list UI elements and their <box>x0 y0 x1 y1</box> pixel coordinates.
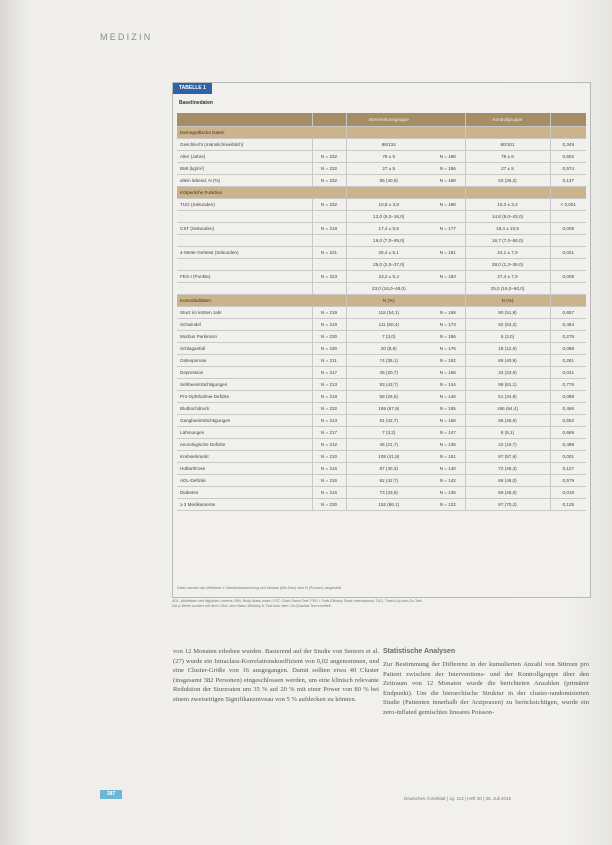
table-cell: BMI (kg/m²) <box>177 163 312 175</box>
section-spacer <box>550 127 586 139</box>
table-cell: N = 165 <box>431 403 465 415</box>
table-cell: neurologische Defizite <box>177 439 312 451</box>
table-cell: 66 (46,0) <box>465 475 550 487</box>
table-row <box>177 199 586 211</box>
table-cell: N = 186 <box>431 331 465 343</box>
table-cell: Sehbeeinträchtigungen <box>177 379 312 391</box>
table-row <box>177 403 586 415</box>
table-cell <box>550 259 586 271</box>
table-cell: 19,4 ± 10,5 <box>465 223 550 235</box>
table-cell: 65 (40,9) <box>465 355 550 367</box>
table-cell: N = 136 <box>431 487 465 499</box>
table-cell: 68 (45,6) <box>465 415 550 427</box>
table-cell: N = 217 <box>312 427 346 439</box>
table-cell: 59 (46,0) <box>465 487 550 499</box>
table-cell: N = 146 <box>431 391 465 403</box>
section-unit-cell <box>465 127 550 139</box>
table-cell: Sturz im letzten Jahr <box>177 307 312 319</box>
table-cell: 18 (12,6) <box>465 343 550 355</box>
table-cell: 7 (3,2) <box>346 427 431 439</box>
column-header <box>550 113 586 127</box>
table-row <box>177 319 586 331</box>
table-cell: 10,3 ± 3,4 <box>465 199 550 211</box>
table-cell: 51 (34,9) <box>465 391 550 403</box>
table-cell: 63 (36,2) <box>465 175 550 187</box>
table-cell <box>550 283 586 295</box>
table-cell: 25,4 ± 5,1 <box>346 247 431 259</box>
table-cell: 152 (66,1) <box>346 499 431 511</box>
table-cell: 0,484 <box>550 319 586 331</box>
section-label-cell: Körperliche Funktion <box>177 187 346 199</box>
table-cell: 46 (21,7) <box>346 439 431 451</box>
table-cell: 0,466 <box>550 403 586 415</box>
table-cell: 0,776 <box>550 379 586 391</box>
table-cell: 23,2 ± 5,4 <box>346 271 431 283</box>
table-cell: N = 230 <box>312 343 346 355</box>
table-cell: 87 (70,2) <box>465 499 550 511</box>
table-note: Daten werden als Mittelwert ± Standardabweichung und Median (Min-Max) oder N (Prozent) dargestellt. <box>177 586 343 590</box>
table-cell: N = 186 <box>431 199 465 211</box>
table-cell: 0,018 <box>550 487 586 499</box>
table-cell: 166 (64,4) <box>465 403 550 415</box>
table-cell: 24,1 ± 7,9 <box>465 247 550 259</box>
section-label: MEDIZIN <box>100 32 153 42</box>
table-cell: 58 (26,6) <box>346 391 431 403</box>
table-row <box>177 475 586 487</box>
table-cell: N = 151 <box>431 451 465 463</box>
table-row <box>177 415 586 427</box>
table-row <box>177 367 586 379</box>
table-cell: Depression <box>177 367 312 379</box>
column-header <box>431 113 465 127</box>
table-cell <box>312 283 346 295</box>
table-cell: 118 (54,1) <box>346 307 431 319</box>
table-cell: 27 ± 5 <box>465 163 550 175</box>
section-heading: Statistische Analysen <box>383 648 456 655</box>
table-cell: 4-Meter-Gehtest (Sekunden) <box>177 247 312 259</box>
table-cell: 20 (8,9) <box>346 343 431 355</box>
table-row <box>177 463 586 475</box>
table-cell <box>431 139 465 151</box>
section-spacer <box>550 187 586 199</box>
table-cell: 78 ± 6 <box>465 151 550 163</box>
section-spacer <box>431 295 465 307</box>
table-cell: N = 156 <box>431 415 465 427</box>
section-label-cell: Komorbiditäten <box>177 295 346 307</box>
table-cell: N = 213 <box>312 415 346 427</box>
table-cell: N = 219 <box>312 319 346 331</box>
table-cell: N = 177 <box>431 223 465 235</box>
table-cell: 0,008 <box>550 271 586 283</box>
table-cell <box>177 259 312 271</box>
table-row <box>177 211 586 223</box>
table-cell: N = 219 <box>312 307 346 319</box>
table-cell: N = 165 <box>431 367 465 379</box>
table-title: TABELLE 1 <box>173 83 212 94</box>
table-cell: 105 (41,9) <box>346 451 431 463</box>
table-cell: 0,137 <box>550 175 586 187</box>
section-unit-cell <box>465 187 550 199</box>
table-cell: N = 142 <box>431 475 465 487</box>
table-cell: 23,0 (16,0–48,0) <box>346 283 431 295</box>
table-cell: Diabetes <box>177 487 312 499</box>
table-row <box>177 247 586 259</box>
table-cell: 0,127 <box>550 463 586 475</box>
table-cell: 92 (53,2) <box>465 319 550 331</box>
table-cell: N = 211 <box>312 355 346 367</box>
table-cell: N = 232 <box>312 199 346 211</box>
table-cell: Krebserkrankt <box>177 451 312 463</box>
table-cell: 27,4 ± 7,9 <box>465 271 550 283</box>
table-cell <box>177 283 312 295</box>
table-cell: 80/101 <box>465 139 550 151</box>
table-cell: N = 122 <box>431 499 465 511</box>
table-cell: Alter (Jahre) <box>177 151 312 163</box>
table-cell: 0,579 <box>550 475 586 487</box>
table-cell <box>431 283 465 295</box>
table-cell: 25,0 (2,0–37,0) <box>346 259 431 271</box>
table-cell: Geschlecht (männlich/weiblich) <box>177 139 312 151</box>
table-cell: N = 144 <box>431 379 465 391</box>
table-cell: 28,0 (1,3–39,0) <box>465 259 550 271</box>
table-row <box>177 175 586 187</box>
table-cell <box>550 211 586 223</box>
table-cell: 0,261 <box>550 355 586 367</box>
table-cell: Morbus Parkinson <box>177 331 312 343</box>
body-text-left: von 12 Monaten erhoben wurden. Basierend auf der Studie von Seniors et al. (27) wurde ein Intraclass-Korrelationskoeffizient von 0,02 angenommen, und eine Cluster-Größe von 16 ausgegangen. Damit sollten etwa 40 Cluster (insgesamt 382 Personen) eingeschlossen werden, um eine klinisch relevante Reduktion der Sturzraten um 35 % auf 20 % mit einer Power von 80 % bei einem zweiseitigen Signifikanzniveau von 5 % aufdecken zu können. <box>173 648 379 703</box>
table-cell: Hüftarthrose <box>177 463 312 475</box>
table-cell <box>312 235 346 247</box>
table-cell: N = 210 <box>312 451 346 463</box>
table-cell: N = 140 <box>431 463 465 475</box>
table-cell: CST (Sekunden) <box>177 223 312 235</box>
column-header: Kontrollgruppe <box>465 113 550 127</box>
table-cell: 87 (40,3) <box>346 463 431 475</box>
table-cell <box>431 259 465 271</box>
table-cell: 0,574 <box>550 163 586 175</box>
table-row <box>177 439 586 451</box>
section-unit-cell: N (%) <box>465 295 550 307</box>
table-cell: N = 232 <box>312 151 346 163</box>
table-subtitle: Baselinedaten <box>179 100 213 106</box>
journal-footer: Deutsches Ärzteblatt | Jg. 113 | Heft 30 | 30. Juli 2016 <box>404 796 511 801</box>
table-cell: 45 (20,7) <box>346 367 431 379</box>
table-cell: allein lebend, N (%) <box>177 175 312 187</box>
section-spacer <box>431 127 465 139</box>
table-cell: < 0,001 <box>550 199 586 211</box>
table-cell <box>550 235 586 247</box>
table-cell: N = 230 <box>312 331 346 343</box>
column-header: Interventionsgruppe <box>346 113 431 127</box>
table-cell: N = 217 <box>312 367 346 379</box>
table-cell: 5 (3,0) <box>465 331 550 343</box>
table-cell: N = 136 <box>431 439 465 451</box>
table-cell: N = 216 <box>312 487 346 499</box>
table-cell: FES-I (Punkte) <box>177 271 312 283</box>
table-row <box>177 163 586 175</box>
table-row <box>177 307 586 319</box>
table-row <box>177 223 586 235</box>
table-header-row <box>177 113 586 127</box>
table-note: ADL, Aktivitäten des täglichen Lebens; BMI, Body-Mass-Index; CST, Chair-Stand-Test; FES-I, Falls Efficacy Scale International; TUG, Timed-Up-and-Go-Test. <box>172 599 423 603</box>
table-cell: N = 173 <box>431 319 465 331</box>
table-cell: 93 (43,7) <box>346 379 431 391</box>
table-cell: 7 (3,0) <box>346 331 431 343</box>
table-row <box>177 151 586 163</box>
table-cell: N = 186 <box>431 151 465 163</box>
section-unit-cell <box>346 187 431 199</box>
section-spacer <box>431 187 465 199</box>
table-cell: 17,4 ± 5,5 <box>346 223 431 235</box>
table-cell: N = 216 <box>312 475 346 487</box>
table-cell: N = 221 <box>312 247 346 259</box>
table-cell: N = 212 <box>312 439 346 451</box>
table-cell: 27 ± 5 <box>346 163 431 175</box>
table-cell: 73 (33,8) <box>346 487 431 499</box>
table-section-row <box>177 295 586 307</box>
table-cell: N = 147 <box>431 427 465 439</box>
table-cell <box>431 235 465 247</box>
table-cell: 72 (48,3) <box>465 463 550 475</box>
table-row <box>177 139 586 151</box>
table-cell: 0,088 <box>550 343 586 355</box>
table-cell: N = 188 <box>431 175 465 187</box>
table-row <box>177 283 586 295</box>
table-row <box>177 499 586 511</box>
table-cell: N = 162 <box>431 355 465 367</box>
table-row <box>177 271 586 283</box>
table-cell: Pro-Ophthalmie-Defizite <box>177 391 312 403</box>
table-cell: 16,7 (7,0–66,0) <box>465 235 550 247</box>
table-cell: 0,089 <box>550 391 586 403</box>
table-note: Die p-Werte wurden mit dem t-Test, dem Mann-Whitney-U-Test bzw. dem Chi-Quadrat-Test ermittelt. <box>172 604 332 608</box>
table-cell: 91 (42,7) <box>346 415 431 427</box>
table-cell: N = 230 <box>312 499 346 511</box>
table-cell: 25,0 (16,0–60,0) <box>465 283 550 295</box>
table-section-row <box>177 127 586 139</box>
table-cell: 0,008 <box>550 223 586 235</box>
table-cell: 0,041 <box>550 367 586 379</box>
table-cell: 0,669 <box>550 427 586 439</box>
table-cell: Schwindel <box>177 319 312 331</box>
table-row <box>177 427 586 439</box>
table-cell: 90 (51,8) <box>465 307 550 319</box>
table-cell: 0,125 <box>550 499 586 511</box>
body-text-right: Zur Bestimmung der Differenz in der kumulierten Anzahl von Stürzen pro Patient zwischen der Interventions- und der Kontrollgruppe über den Zeitraum von 12 Monaten wurde die berichteten Anzahlen (primärer Endpunkt). Um die hierarchische Struktur in der cluster-randomisierten Studie (Patienten innerhalb der Arztpraxen) zu berücksichtigen, wurde ein zero-inflated gemischtes lineares Poisson- <box>383 661 589 716</box>
table-cell: 0,602 <box>550 151 586 163</box>
baseline-table <box>177 113 586 511</box>
table-cell: 0,498 <box>550 439 586 451</box>
table-cell: N = 183 <box>431 271 465 283</box>
table-cell: 14,8 (9,0–43,0) <box>465 211 550 223</box>
table-row <box>177 259 586 271</box>
table-cell <box>312 211 346 223</box>
table-cell <box>312 139 346 151</box>
table-row <box>177 355 586 367</box>
table-cell <box>177 235 312 247</box>
table-cell: N = 218 <box>312 391 346 403</box>
table-cell: Lähmungen <box>177 427 312 439</box>
table-row <box>177 343 586 355</box>
table-row <box>177 379 586 391</box>
section-label-cell: Demografische Daten <box>177 127 346 139</box>
section-spacer <box>550 295 586 307</box>
table-cell: N = 186 <box>431 163 465 175</box>
table-cell: 78 ± 6 <box>346 151 431 163</box>
table-cell: 0,278 <box>550 331 586 343</box>
table-cell: 87 (57,6) <box>465 451 550 463</box>
table-cell <box>431 211 465 223</box>
table-cell <box>312 259 346 271</box>
table-cell: 95 (40,9) <box>346 175 431 187</box>
table-cell: 0,021 <box>550 247 586 259</box>
table-cell: Schlaganfall <box>177 343 312 355</box>
table-notes <box>177 586 586 590</box>
table-cell: 0,001 <box>550 451 586 463</box>
table-cell: Bluthochdruck <box>177 403 312 415</box>
table-row <box>177 487 586 499</box>
table-cell: Osteoporose <box>177 355 312 367</box>
column-header <box>177 113 312 127</box>
table-cell: ADL-Defizite <box>177 475 312 487</box>
table-cell: 99 (61,1) <box>465 379 550 391</box>
table-cell: 22 (15,7) <box>465 439 550 451</box>
table-cell: 111 (50,4) <box>346 319 431 331</box>
table-cell: 92 (42,7) <box>346 475 431 487</box>
table-row <box>177 391 586 403</box>
table-section-row <box>177 187 586 199</box>
table-cell: 0,349 <box>550 139 586 151</box>
table-box <box>172 82 591 598</box>
table-cell: 0,657 <box>550 307 586 319</box>
table-cell: 34 (23,6) <box>465 367 550 379</box>
table-cell: TUG (Sekunden) <box>177 199 312 211</box>
table-row <box>177 331 586 343</box>
table-row <box>177 451 586 463</box>
table-cell: 10,8 ± 3,8 <box>346 199 431 211</box>
table-row <box>177 235 586 247</box>
table-cell: N = 176 <box>431 343 465 355</box>
section-unit-cell: N (%) <box>346 295 431 307</box>
table-cell: 8 (5,1) <box>465 427 550 439</box>
table-cell: N = 213 <box>312 379 346 391</box>
section-unit-cell <box>346 127 431 139</box>
table-cell: 0,552 <box>550 415 586 427</box>
table-cell: N = 168 <box>431 307 465 319</box>
table-cell: ≥ 3 Medikamente <box>177 499 312 511</box>
table-cell <box>177 211 312 223</box>
table-cell: 16,0 (7,0–49,0) <box>346 235 431 247</box>
table-cell: N = 232 <box>312 163 346 175</box>
table-cell: N = 223 <box>312 271 346 283</box>
table-cell: N = 181 <box>431 247 465 259</box>
table-cell: 169 (67,9) <box>346 403 431 415</box>
table-cell: 98/134 <box>346 139 431 151</box>
page-number: 387 <box>100 790 122 799</box>
column-header <box>312 113 346 127</box>
table-cell: N = 216 <box>312 463 346 475</box>
table-cell: 74 (35,1) <box>346 355 431 367</box>
table-footnotes <box>172 599 589 609</box>
table-cell: N = 232 <box>312 403 346 415</box>
table-cell: N = 218 <box>312 223 346 235</box>
table-cell: 12,0 (9,3–16,0) <box>346 211 431 223</box>
table-cell: Gangbeeinträchtigungen <box>177 415 312 427</box>
table-cell: N = 232 <box>312 175 346 187</box>
